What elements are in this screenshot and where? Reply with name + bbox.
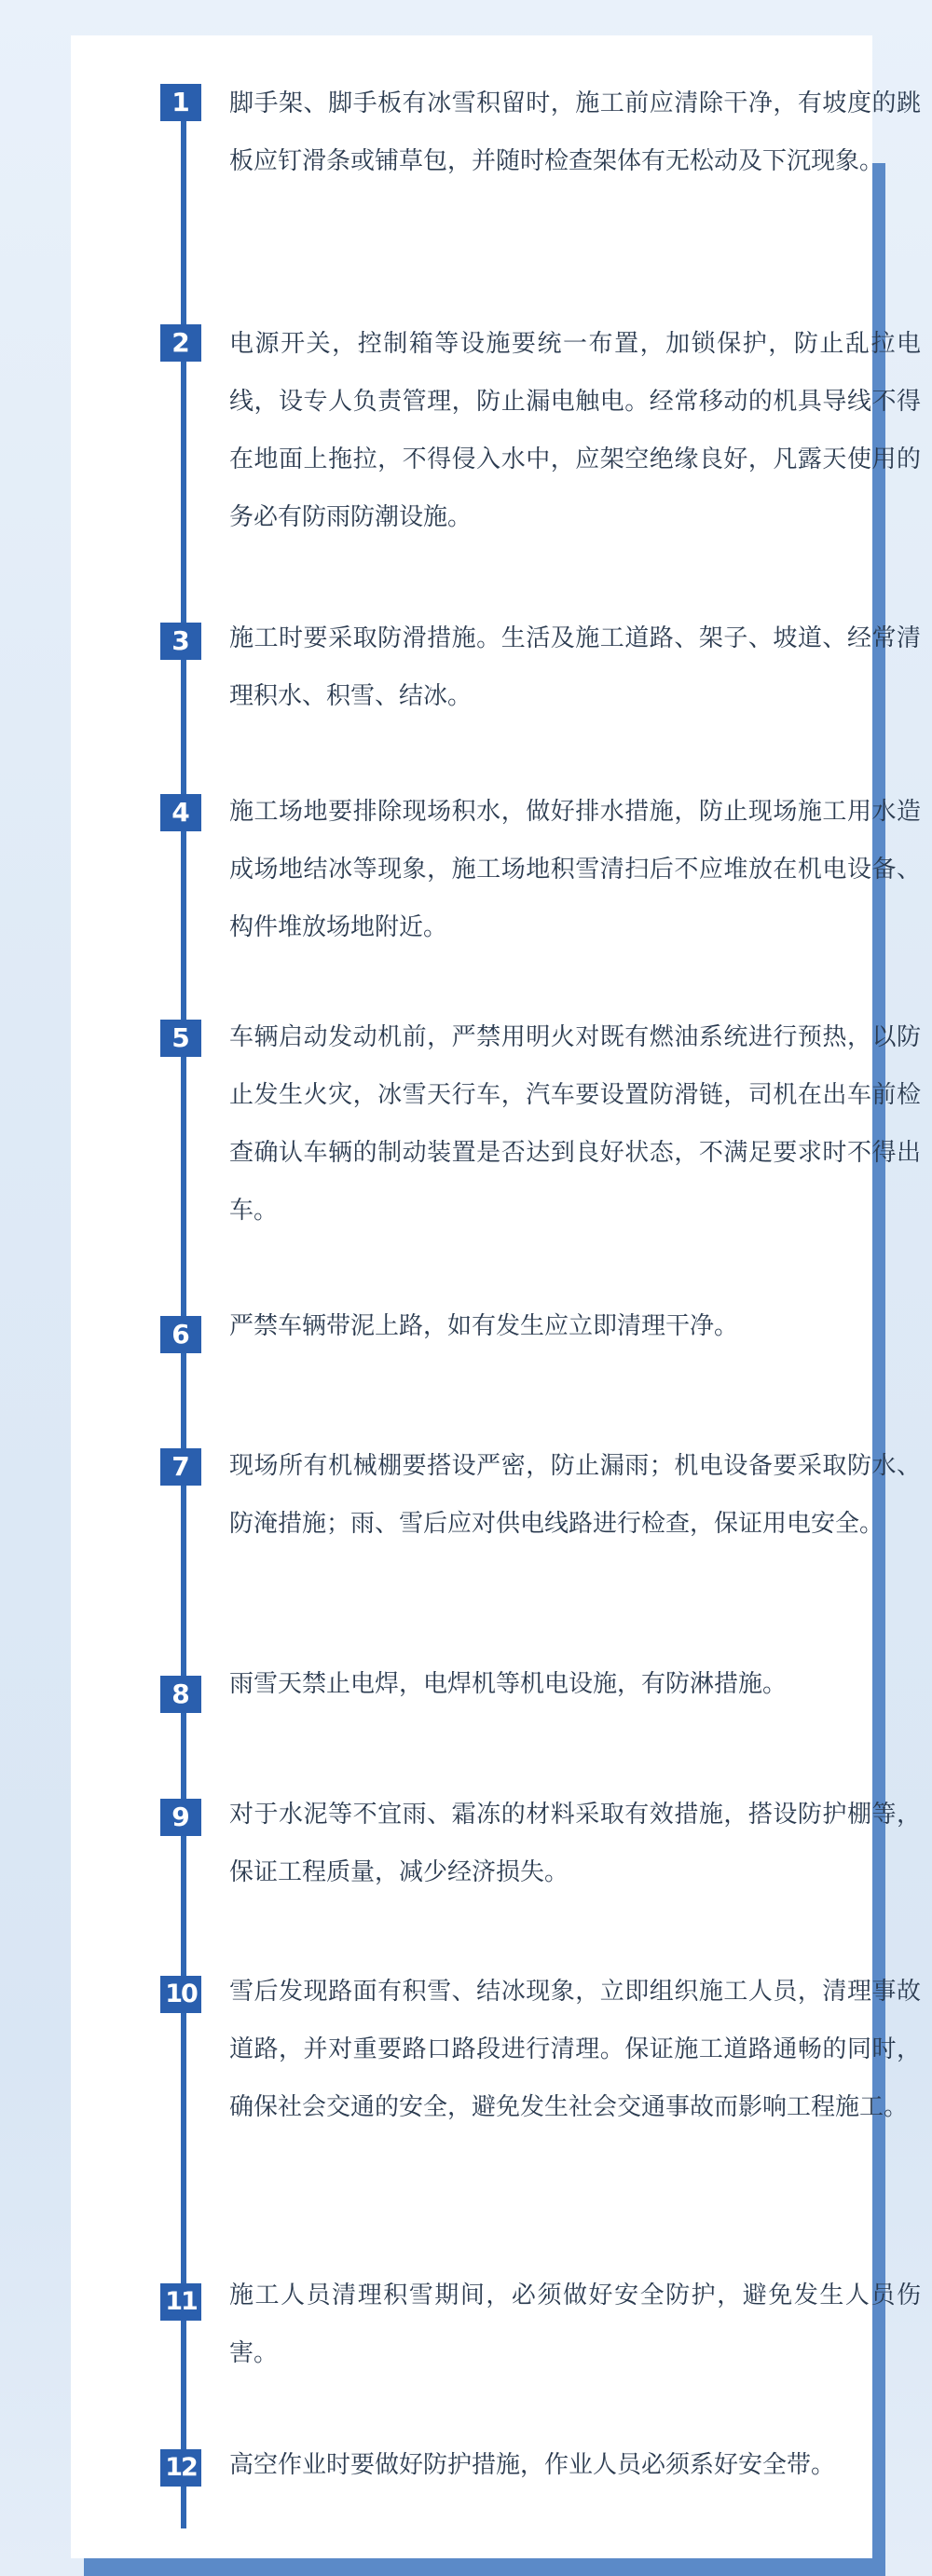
item-text: 高空作业时要做好防护措施，作业人员必须系好安全带。 [229, 2451, 836, 2479]
item-number-badge: 5 [160, 1020, 201, 1057]
item-text: 对于水泥等不宜雨、霜冻的材料采取有效措施，搭设防护棚等，保证工程质量，减少经济损失。 [229, 1801, 921, 1886]
item-number-badge: 2 [160, 324, 201, 362]
item-number-badge: 4 [160, 794, 201, 831]
item-number-badge: 11 [160, 2283, 201, 2321]
item-text: 施工场地要排除现场积水，做好排水措施，防止现场施工用水造成场地结冰等现象，施工场地积雪清扫后不应堆放在机电设备、构件堆放场地附近。 [229, 798, 921, 941]
item-text: 脚手架、脚手板有冰雪积留时，施工前应清除干净，有坡度的跳板应钉滑条或铺草包，并随时检查架体有无松动及下沉现象。 [229, 89, 921, 175]
item-number-badge: 8 [160, 1676, 201, 1713]
item-text: 雨雪天禁止电焊，电焊机等机电设施，有防淋措施。 [229, 1670, 788, 1698]
item-text: 车辆启动发动机前，严禁用明火对既有燃油系统进行预热，以防止发生火灾，冰雪天行车，汽车要设置防滑链，司机在出车前检查确认车辆的制动装置是否达到良好状态，不满足要求时不得出车。 [229, 1023, 921, 1225]
item-number-badge: 12 [160, 2449, 201, 2487]
card-shadow-bottom [84, 2558, 885, 2576]
item-number-badge: 9 [160, 1799, 201, 1836]
item-text: 雪后发现路面有积雪、结冰现象，立即组织施工人员，清理事故道路，并对重要路口路段进行清理。保证施工道路通畅的同时，确保社会交通的安全，避免发生社会交通事故而影响工程施工。 [229, 1978, 921, 2121]
item-number-badge: 6 [160, 1316, 201, 1353]
item-number-badge: 3 [160, 623, 201, 660]
item-text: 施工时要采取防滑措施。生活及施工道路、架子、坡道、经常清理积水、积雪、结冰。 [229, 624, 921, 710]
item-text: 现场所有机械棚要搭设严密，防止漏雨；机电设备要采取防水、防淹措施；雨、雪后应对供电线路进行检查，保证用电安全。 [229, 1452, 921, 1538]
item-text: 严禁车辆带泥上路，如有发生应立即清理干净。 [229, 1312, 739, 1340]
item-text: 施工人员清理积雪期间，必须做好安全防护，避免发生人员伤害。 [229, 2281, 921, 2367]
item-number-badge: 7 [160, 1448, 201, 1486]
item-number-badge: 10 [160, 1976, 201, 2013]
item-text: 电源开关，控制箱等设施要统一布置，加锁保护，防止乱拉电线，设专人负责管理，防止漏电触电。经常移动的机具导线不得在地面上拖拉，不得侵入水中，应架空绝缘良好，凡露天使用的务必有防雨防潮设施。 [229, 330, 921, 531]
item-number-badge: 1 [160, 84, 201, 121]
content-card [71, 35, 921, 2558]
